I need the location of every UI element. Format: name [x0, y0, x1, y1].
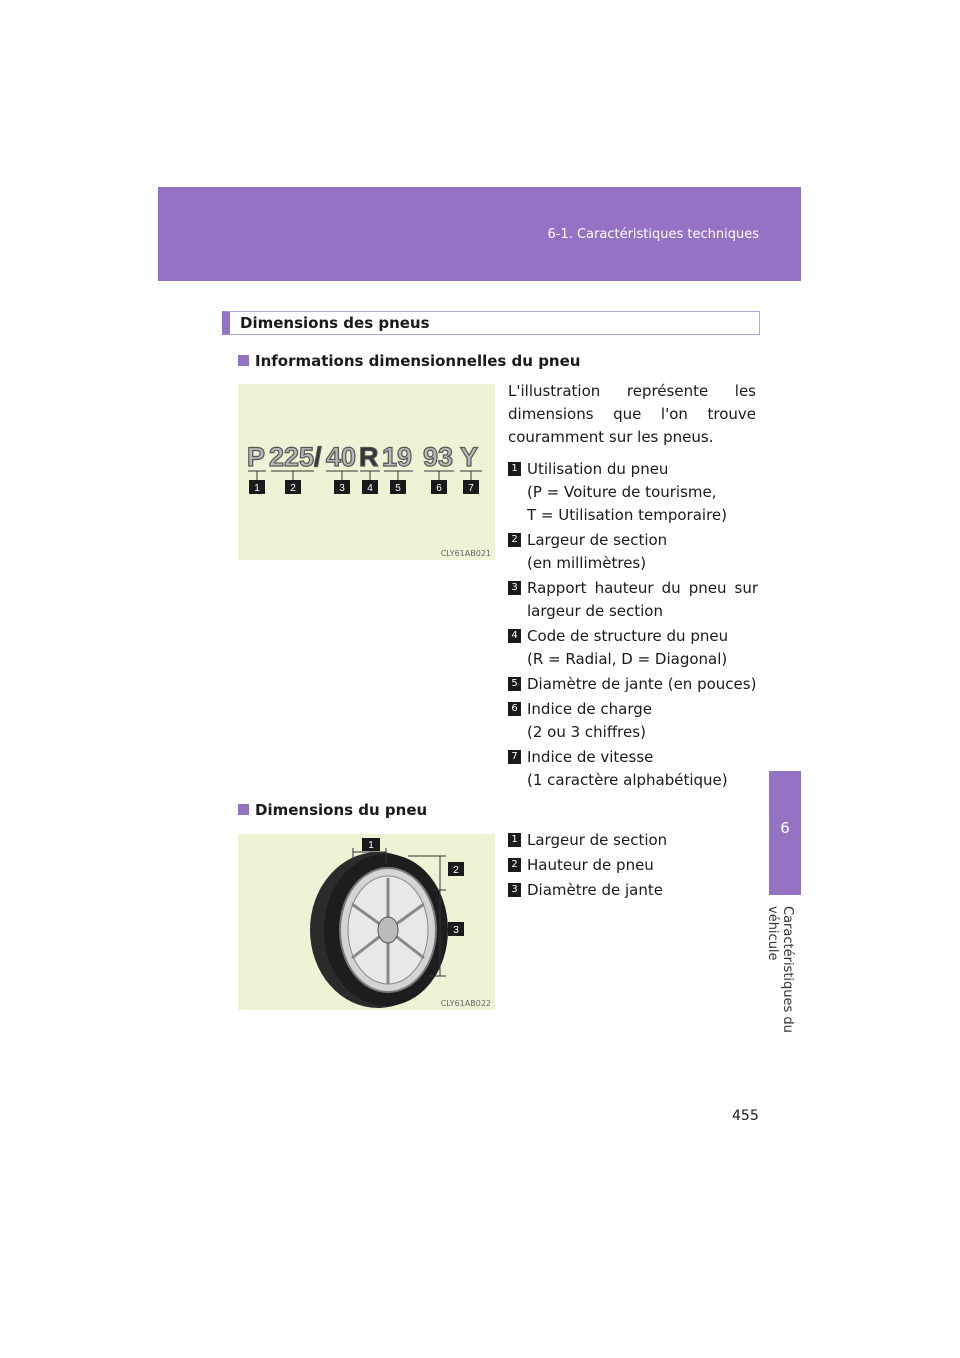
code-char-p: P	[247, 442, 266, 472]
item-line: Largeur de section	[527, 831, 668, 849]
section-heading: Dimensions des pneus	[222, 311, 760, 335]
subheading-info	[238, 352, 580, 370]
item-line: Diamètre de jante (en pouces)	[527, 675, 757, 693]
tire-dimensions-list	[508, 829, 758, 904]
number-badge: 4	[508, 629, 521, 643]
number-badge: 1	[508, 833, 521, 847]
item-line: (P = Voiture de tourisme,	[527, 483, 717, 501]
list-item	[508, 673, 758, 696]
marker-7: 7	[468, 483, 474, 494]
list-item	[508, 829, 758, 852]
item-line: Indice de vitesse	[527, 748, 654, 766]
number-badge: 6	[508, 702, 521, 716]
list-item	[508, 879, 758, 902]
marker-2: 2	[290, 483, 296, 494]
dim-marker-1: 1	[368, 840, 374, 851]
intro-text: L'illustration représente les dimensions que l'on trouve couramment sur les pneus.	[508, 382, 756, 446]
square-bullet-icon	[238, 804, 249, 815]
item-line: (en millimètres)	[527, 554, 647, 572]
list-item	[508, 746, 758, 792]
item-line: Rapport hauteur du pneu sur	[527, 579, 758, 597]
item-line: (1 caractère alphabétique)	[527, 771, 728, 789]
number-badge: 3	[508, 581, 521, 595]
page-number: 455	[732, 1108, 759, 1124]
chapter-number: 6	[780, 819, 790, 837]
item-line: Largeur de section	[527, 531, 668, 549]
item-line: Indice de charge	[527, 700, 652, 718]
number-badge: 7	[508, 750, 521, 764]
header-band	[158, 187, 801, 281]
code-char-225: 225	[269, 442, 315, 472]
number-badge: 1	[508, 462, 521, 476]
item-line: Code de structure du pneu	[527, 627, 729, 645]
subheading-info-text: Informations dimensionnelles du pneu	[255, 352, 581, 370]
marker-1: 1	[254, 483, 260, 494]
illustration-code: CLY61AB021	[440, 549, 491, 558]
number-badge: 5	[508, 677, 521, 691]
dim-marker-3: 3	[453, 925, 459, 936]
item-line: T = Utilisation temporaire)	[527, 506, 728, 524]
marker-6: 6	[436, 483, 442, 494]
chapter-label: Caractéristiques du véhicule	[765, 906, 795, 1033]
number-badge: 2	[508, 858, 521, 872]
item-line: Hauteur de pneu	[527, 856, 654, 874]
subheading-dimensions-text: Dimensions du pneu	[255, 801, 428, 819]
number-badge: 3	[508, 883, 521, 897]
item-line: Utilisation du pneu	[527, 460, 669, 478]
code-char-40: 40	[326, 442, 357, 472]
list-item	[508, 458, 758, 527]
marker-3: 3	[339, 483, 345, 494]
tire-code-svg	[238, 384, 495, 560]
tire-info-list	[508, 458, 758, 794]
list-item	[508, 854, 758, 877]
list-item	[508, 625, 758, 671]
tire-svg	[238, 834, 495, 1010]
square-bullet-icon	[238, 355, 249, 366]
dim-marker-2: 2	[453, 865, 459, 876]
item-line: Diamètre de jante	[527, 881, 663, 899]
item-line: largeur de section	[527, 602, 663, 620]
chapter-tab	[769, 771, 801, 895]
illustration-code: CLY61AB022	[440, 999, 491, 1008]
number-badge: 2	[508, 533, 521, 547]
code-char-93: 93	[423, 442, 454, 472]
section-label: 6-1. Caractéristiques techniques	[547, 227, 759, 242]
code-char-slash: /	[314, 442, 322, 472]
code-char-19: 19	[382, 442, 413, 472]
code-char-y: Y	[460, 442, 479, 472]
tire-code-illustration	[238, 384, 495, 560]
list-item	[508, 529, 758, 575]
marker-4: 4	[367, 483, 373, 494]
code-char-r: R	[359, 442, 379, 472]
item-line: (2 ou 3 chiffres)	[527, 723, 646, 741]
list-item	[508, 698, 758, 744]
list-item	[508, 577, 758, 623]
item-line: (R = Radial, D = Diagonal)	[527, 650, 728, 668]
subheading-dimensions	[238, 801, 427, 819]
marker-5: 5	[395, 483, 401, 494]
tire-dimensions-illustration	[238, 834, 495, 1010]
